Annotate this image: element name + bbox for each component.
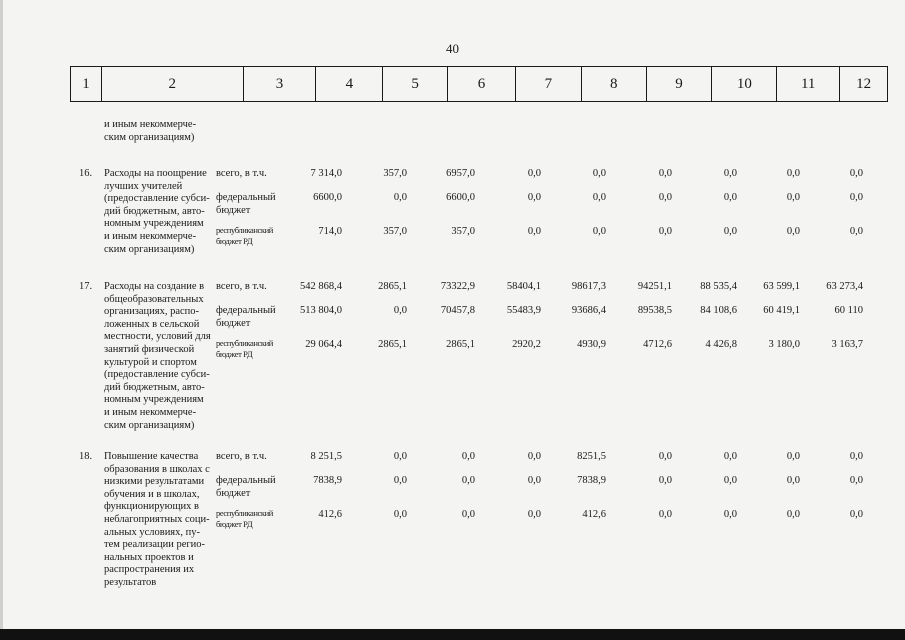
row-number: 16. [79,168,93,179]
amount-cell: 714,0 [318,226,342,237]
amount-cell: 0,0 [461,451,475,462]
header-cell: 12 [856,75,872,92]
amount-cell: 0,0 [658,168,672,179]
row-description: Расходы на создание в общеобразовательных организациях, распо- ложенных в сельской местности, условий для занятий физической культурой и спортом (предоставление субси- дий бюджетным, авто- номным учреждениям и иным некоммерче- ским организациям) [104,281,211,431]
amount-cell: 0,0 [723,475,737,486]
funding-source-label: республиканский бюджет РД [216,338,273,359]
amount-cell: 73322,9 [440,281,475,292]
amount-cell: 0,0 [658,509,672,520]
amount-cell: 0,0 [527,451,541,462]
row-number: 17. [79,281,93,292]
amount-cell: 0,0 [658,451,672,462]
row-description: Повышение качества образования в школах с низкими результатами обучения и в школах, функционирующих в неблагоприятных соци- альных условиях, пу- тем реализации регио- нальных проектов и распространения их результатов [104,451,210,588]
header-cell: 11 [777,67,840,101]
table-header-row [70,66,888,102]
amount-cell: 0,0 [786,168,800,179]
scan-edge [0,0,3,640]
amount-cell: 0,0 [849,475,863,486]
amount-cell: 94251,1 [637,281,672,292]
amount-cell: 0,0 [658,192,672,203]
scan-bottom-edge [0,629,905,640]
amount-cell: 2865,1 [378,339,407,350]
amount-cell: 0,0 [658,226,672,237]
amount-cell: 29 064,4 [305,339,342,350]
amount-cell: 4 426,8 [705,339,737,350]
amount-cell: 58404,1 [506,281,541,292]
amount-cell: 0,0 [393,192,407,203]
amount-cell: 70457,8 [440,305,475,316]
header-cell: 7 [516,67,582,101]
amount-cell: 0,0 [786,509,800,520]
header-cell: 9 [647,67,713,101]
amount-cell: 357,0 [451,226,475,237]
header-cell: 5 [383,67,448,101]
row-number: 18. [79,451,93,462]
amount-cell: 2865,1 [446,339,475,350]
amount-cell: 0,0 [849,226,863,237]
amount-cell: 55483,9 [506,305,541,316]
funding-source-label: всего, в т.ч. [216,281,267,292]
amount-cell: 0,0 [527,475,541,486]
header-cell: 3 [244,67,317,101]
amount-cell: 0,0 [461,475,475,486]
funding-source-label: республиканский бюджет РД [216,508,273,529]
amount-cell: 60 110 [834,305,863,316]
amount-cell: 412,6 [318,509,342,520]
amount-cell: 412,6 [582,509,606,520]
funding-source-label: федеральный бюджет [216,305,276,329]
amount-cell: 93686,4 [571,305,606,316]
amount-cell: 0,0 [393,451,407,462]
amount-cell: 0,0 [393,475,407,486]
header-cell: 4 [316,67,383,101]
amount-cell: 8251,5 [577,451,606,462]
amount-cell: 0,0 [592,192,606,203]
amount-cell: 0,0 [723,509,737,520]
header-cell: 8 [582,67,647,101]
amount-cell: 0,0 [786,451,800,462]
amount-cell: 513 804,0 [300,305,342,316]
header-cell: 1 [71,67,102,101]
row-description: Расходы на поощрение лучших учителей (предоставление субси- дий бюджетным, авто- номным учреждениям и иным некоммерче- ским организациям) [104,168,210,255]
amount-cell: 4712,6 [643,339,672,350]
amount-cell: 0,0 [786,192,800,203]
amount-cell: 0,0 [723,226,737,237]
funding-source-label: всего, в т.ч. [216,168,267,179]
amount-cell: 63 599,1 [763,281,800,292]
funding-source-label: федеральный бюджет [216,475,276,499]
amount-cell: 7838,9 [313,475,342,486]
amount-cell: 0,0 [786,475,800,486]
amount-cell: 63 273,4 [826,281,863,292]
amount-cell: 357,0 [383,168,407,179]
funding-source-label: федеральный бюджет [216,192,276,216]
amount-cell: 3 163,7 [831,339,863,350]
amount-cell: 2920,2 [512,339,541,350]
amount-cell: 0,0 [723,451,737,462]
amount-cell: 0,0 [527,192,541,203]
amount-cell: 357,0 [383,226,407,237]
amount-cell: 0,0 [723,192,737,203]
amount-cell: 3 180,0 [768,339,800,350]
amount-cell: 0,0 [658,475,672,486]
header-cell: 6 [448,67,516,101]
funding-source-label: всего, в т.ч. [216,451,267,462]
funding-source-label: республиканский бюджет РД [216,225,273,246]
amount-cell: 7 314,0 [310,168,342,179]
amount-cell: 0,0 [592,168,606,179]
amount-cell: 0,0 [723,168,737,179]
amount-cell: 6957,0 [446,168,475,179]
amount-cell: 0,0 [849,451,863,462]
amount-cell: 8 251,5 [310,451,342,462]
amount-cell: 542 868,4 [300,281,342,292]
amount-cell: 89538,5 [637,305,672,316]
amount-cell: 0,0 [786,226,800,237]
amount-cell: 84 108,6 [700,305,737,316]
amount-cell: 0,0 [527,226,541,237]
header-cell: 2 [102,67,244,101]
amount-cell: 60 419,1 [763,305,800,316]
amount-cell: 0,0 [393,305,407,316]
amount-cell: 0,0 [393,509,407,520]
amount-cell: 6600,0 [446,192,475,203]
page-number: 40 [446,41,459,56]
amount-cell: 6600,0 [313,192,342,203]
amount-cell: 0,0 [849,192,863,203]
amount-cell: 0,0 [592,226,606,237]
amount-cell: 0,0 [849,509,863,520]
amount-cell: 0,0 [527,509,541,520]
amount-cell: 0,0 [527,168,541,179]
amount-cell: 88 535,4 [700,281,737,292]
amount-cell: 7838,9 [577,475,606,486]
amount-cell: 2865,1 [378,281,407,292]
amount-cell: 4930,9 [577,339,606,350]
amount-cell: 98617,3 [571,281,606,292]
amount-cell: 0,0 [849,168,863,179]
amount-cell: 0,0 [461,509,475,520]
continuation-text: и иным некоммерче- ским организациям) [104,119,197,143]
header-cell: 10 [712,67,777,101]
